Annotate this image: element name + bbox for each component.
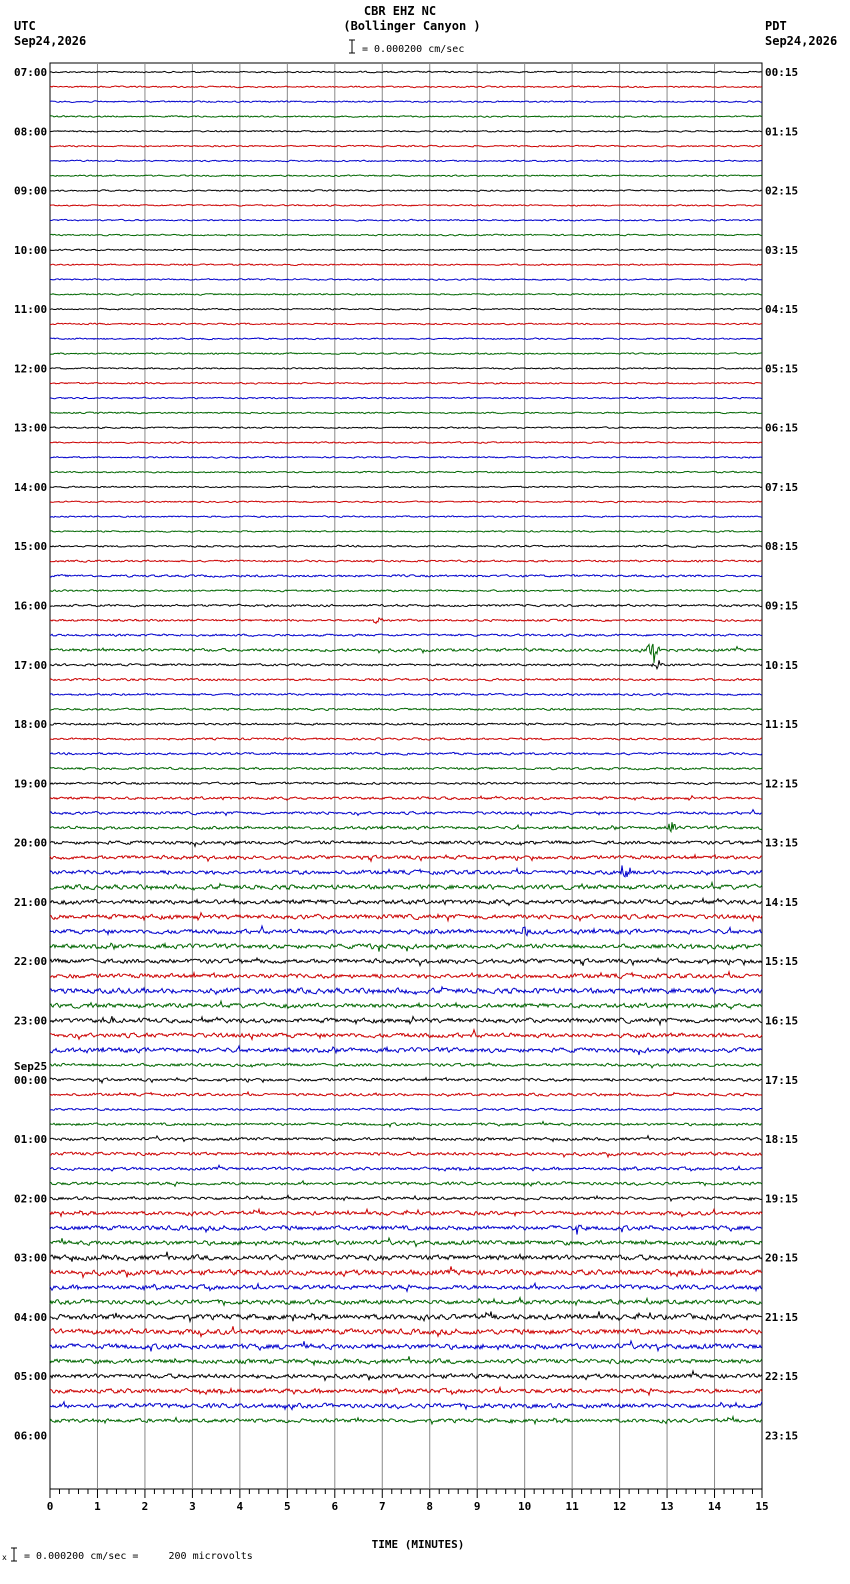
pdt-hour-label: 06:15	[765, 421, 799, 435]
x-tick-label: 11	[565, 1500, 579, 1513]
seismic-trace	[50, 604, 762, 607]
seismic-trace	[50, 427, 762, 429]
seismic-trace	[50, 660, 762, 669]
seismic-trace	[50, 86, 762, 88]
x-tick-label: 6	[331, 1500, 339, 1513]
seismic-trace	[50, 1311, 762, 1321]
utc-hour-label: 08:00	[14, 125, 48, 139]
utc-hour-label: 07:00	[14, 66, 48, 79]
chart-subtitle: (Bollinger Canyon )	[343, 19, 481, 33]
seismic-trace	[50, 1016, 762, 1024]
pdt-hour-label: 00:15	[765, 66, 799, 79]
seismic-trace	[50, 1341, 762, 1351]
seismic-trace	[50, 678, 762, 681]
seismic-trace	[50, 1298, 762, 1306]
x-tick-label: 0	[46, 1500, 54, 1513]
x-tick-label: 12	[612, 1500, 627, 1513]
utc-hour-label: 06:00	[14, 1429, 48, 1443]
seismic-trace	[50, 71, 762, 73]
x-tick-label: 7	[378, 1500, 386, 1513]
seismic-trace	[50, 160, 762, 162]
utc-hour-label: 00:00	[14, 1073, 48, 1087]
seismic-trace	[50, 913, 762, 921]
seismic-trace	[50, 723, 762, 725]
utc-hour-label: 15:00	[14, 540, 48, 554]
seismic-trace	[50, 531, 762, 533]
utc-hour-label: 17:00	[14, 658, 48, 672]
seismic-trace	[50, 294, 762, 296]
seismic-trace	[50, 308, 762, 310]
pdt-hour-label: 20:15	[765, 1251, 799, 1265]
seismic-trace	[50, 130, 762, 132]
seismic-trace	[50, 987, 762, 994]
utc-hour-label: 12:00	[14, 362, 48, 376]
utc-hour-label: 14:00	[14, 480, 48, 494]
x-axis	[47, 1489, 769, 1513]
pdt-hour-label: 19:15	[765, 1192, 799, 1206]
seismic-trace	[50, 1388, 762, 1396]
chart-title: CBR EHZ NC	[363, 4, 437, 18]
seismic-trace	[50, 1356, 762, 1365]
utc-hour-label: 18:00	[14, 718, 48, 732]
seismic-trace	[50, 397, 762, 399]
seismic-trace	[50, 516, 762, 518]
seismic-trace	[50, 486, 762, 488]
seismic-trace	[50, 618, 762, 624]
seismic-trace	[50, 1063, 762, 1068]
seismic-trace	[50, 1136, 762, 1142]
seismic-trace	[50, 1165, 762, 1171]
seismic-trace	[50, 1195, 762, 1201]
x-tick-label: 1	[94, 1500, 101, 1513]
seismic-trace	[50, 560, 762, 562]
seismic-trace	[50, 840, 762, 846]
seismic-trace	[50, 1266, 762, 1277]
seismic-trace	[50, 767, 762, 770]
seismic-trace	[50, 855, 762, 861]
seismic-trace	[50, 116, 762, 118]
utc-hour-label: 09:00	[14, 184, 48, 198]
seismic-trace	[50, 958, 762, 966]
seismic-trace	[50, 1181, 762, 1186]
pdt-hour-label: 04:15	[765, 303, 799, 317]
plot-frame	[50, 63, 762, 1489]
seismic-trace	[50, 382, 762, 384]
seismic-trace	[50, 644, 762, 663]
seismic-trace	[50, 190, 762, 192]
right-zone-label: PDT	[765, 19, 787, 33]
pdt-hour-label: 07:15	[765, 480, 799, 494]
pdt-hour-label: 05:15	[765, 362, 799, 376]
seismic-trace	[50, 1152, 762, 1157]
pdt-hour-label: 23:15	[765, 1429, 799, 1443]
left-date-label: Sep24,2026	[14, 34, 87, 48]
utc-hour-label: 16:00	[14, 599, 48, 613]
seismic-trace	[50, 943, 762, 951]
utc-hour-label: 20:00	[14, 836, 48, 850]
x-tick-label: 3	[189, 1500, 196, 1513]
seismic-trace	[50, 796, 762, 800]
seismic-trace	[50, 782, 762, 785]
pdt-hour-labels	[765, 66, 798, 1442]
seismic-trace	[50, 264, 762, 266]
seismic-trace	[50, 234, 762, 236]
seismic-trace	[50, 972, 762, 979]
pdt-hour-label: 22:15	[765, 1370, 799, 1384]
x-axis-label: TIME (MINUTES)	[371, 1538, 465, 1551]
seismic-trace	[50, 1283, 762, 1291]
seismic-trace	[50, 1001, 762, 1009]
pdt-hour-label: 09:15	[765, 599, 799, 613]
seismic-trace	[50, 693, 762, 695]
seismic-trace	[50, 501, 762, 503]
pdt-hour-label: 01:15	[765, 125, 799, 139]
pdt-hour-label: 08:15	[765, 540, 799, 554]
seismic-trace	[50, 219, 762, 221]
utc-hour-label: 22:00	[14, 955, 48, 969]
seismic-trace	[50, 353, 762, 355]
x-tick-label: 8	[426, 1500, 434, 1513]
pdt-hour-label: 14:15	[765, 895, 799, 909]
seismic-trace	[50, 323, 762, 325]
seismic-trace	[50, 634, 762, 637]
pdt-hour-label: 17:15	[765, 1073, 799, 1087]
seismic-trace	[50, 1252, 762, 1262]
pdt-hour-label: 11:15	[765, 718, 799, 732]
seismic-trace	[50, 1078, 762, 1083]
pdt-hour-label: 18:15	[765, 1133, 799, 1147]
seismic-trace	[50, 1225, 762, 1234]
x-tick-label: 10	[518, 1500, 532, 1513]
seismic-trace	[50, 899, 762, 906]
x-tick-label: 13	[660, 1500, 674, 1513]
utc-hour-label: 13:00	[14, 421, 48, 435]
seismic-trace	[50, 368, 762, 370]
utc-hour-label: 10:00	[14, 243, 48, 257]
svg-text:x: x	[2, 1553, 7, 1562]
x-tick-label: 9	[473, 1500, 481, 1513]
scale-bar-icon	[349, 40, 355, 53]
seismic-trace	[50, 1030, 762, 1040]
seismic-trace	[50, 575, 762, 578]
grid-lines	[97, 63, 714, 1489]
seismic-trace	[50, 279, 762, 281]
seismic-trace	[50, 1092, 762, 1096]
utc-hour-label: 05:00	[14, 1370, 48, 1384]
seismic-trace	[50, 822, 762, 831]
seismic-trace	[50, 442, 762, 444]
pdt-hour-label: 21:15	[765, 1310, 799, 1324]
x-tick-label: 4	[236, 1500, 244, 1513]
seismic-trace	[50, 590, 762, 592]
seismic-trace	[50, 545, 762, 547]
utc-hour-label: 04:00	[14, 1310, 48, 1324]
seismic-trace	[50, 175, 762, 177]
utc-hour-label: 02:00	[14, 1192, 48, 1206]
seismic-trace	[50, 1122, 762, 1127]
seismic-trace	[50, 752, 762, 755]
utc-hour-label: 11:00	[14, 303, 48, 317]
seismic-trace	[50, 883, 762, 891]
seismic-trace	[50, 708, 762, 710]
utc-hour-labels	[14, 66, 47, 1442]
pdt-hour-label: 02:15	[765, 184, 799, 198]
seismic-trace	[50, 1417, 762, 1424]
date-change-label: Sep25	[14, 1059, 48, 1073]
seismic-trace	[50, 1209, 762, 1216]
seismic-trace	[50, 738, 762, 740]
utc-hour-label: 01:00	[14, 1133, 48, 1147]
x-tick-label: 14	[707, 1500, 722, 1513]
pdt-hour-label: 16:15	[765, 1014, 799, 1028]
seismic-trace	[50, 1046, 762, 1055]
utc-hour-label: 19:00	[14, 777, 48, 791]
x-tick-label: 5	[284, 1500, 291, 1513]
seismic-trace	[50, 101, 762, 103]
seismic-trace	[50, 145, 762, 147]
seismic-trace	[50, 865, 762, 877]
pdt-hour-label: 12:15	[765, 777, 799, 791]
seismic-trace	[50, 205, 762, 207]
trace-group	[50, 71, 762, 1424]
pdt-hour-label: 10:15	[765, 658, 799, 672]
seismic-trace	[50, 926, 762, 936]
utc-hour-label: 03:00	[14, 1251, 48, 1265]
utc-hour-label: 23:00	[14, 1014, 48, 1028]
utc-hour-label: 21:00	[14, 895, 48, 909]
seismic-trace	[50, 412, 762, 414]
pdt-hour-label: 03:15	[765, 243, 799, 257]
pdt-hour-label: 15:15	[765, 955, 799, 969]
footer-scale-note: = 0.000200 cm/sec = 200 microvolts	[24, 1551, 253, 1562]
x-tick-label: 2	[141, 1500, 149, 1513]
x-tick-label: 15	[755, 1500, 769, 1513]
seismic-trace	[50, 338, 762, 340]
right-date-label: Sep24,2026	[765, 34, 838, 48]
seismic-trace	[50, 1326, 762, 1336]
seismic-trace	[50, 456, 762, 458]
seismic-trace	[50, 1238, 762, 1246]
seismic-trace	[50, 810, 762, 816]
seismic-trace	[50, 249, 762, 251]
seismic-trace	[50, 1108, 762, 1111]
seismic-trace	[50, 471, 762, 473]
pdt-hour-label: 13:15	[765, 836, 799, 850]
seismic-trace	[50, 1401, 762, 1409]
scale-label: = 0.000200 cm/sec	[362, 44, 465, 55]
seismic-trace	[50, 1371, 762, 1380]
footer-scale-icon	[2, 1548, 17, 1562]
left-zone-label: UTC	[14, 19, 36, 33]
